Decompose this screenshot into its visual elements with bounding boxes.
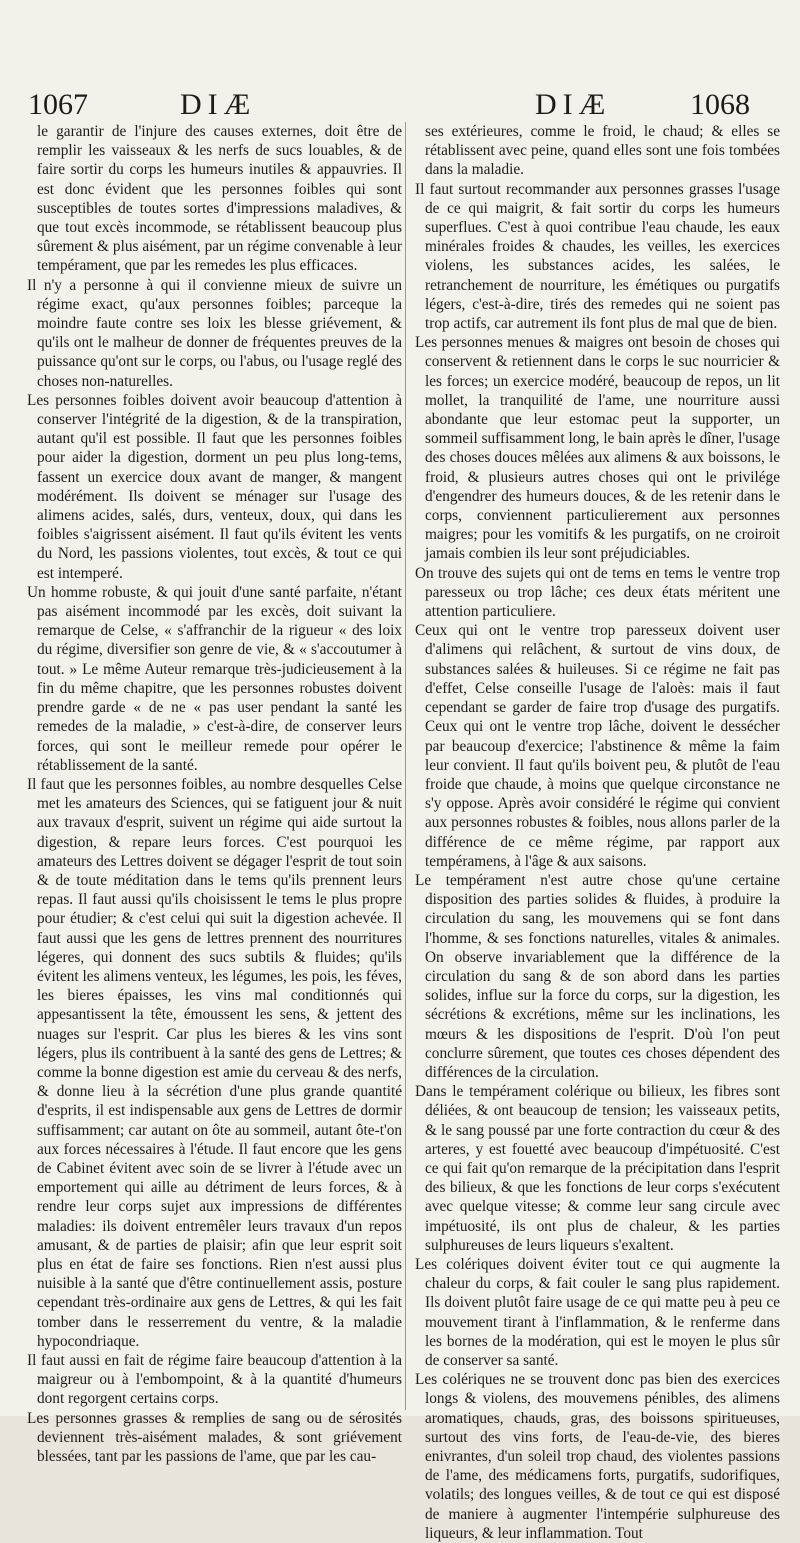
right-page-number: 1068 bbox=[690, 88, 750, 121]
paragraph: Les personnes grasses & remplies de sang ou de sérosités deviennent très-aisément malades, & sont griévement blessées, tant par les passions de l'ame, que par les cau- bbox=[27, 1409, 402, 1466]
right-column bbox=[415, 122, 780, 1542]
left-column bbox=[27, 122, 402, 1466]
left-page-number: 1067 bbox=[28, 88, 88, 121]
paragraph: ses extérieures, comme le froid, le chaud; & elles se rétablissent avec peine, quand elles sont une fois tombées dans la maladie. bbox=[425, 123, 780, 179]
column-divider bbox=[405, 122, 406, 1410]
paragraph: Les colériques doivent éviter tout ce qui augmente la chaleur du corps, & fait couler le sang plus rapidement. Ils doivent plutôt faire usage de ce qui matte peu à peu ce mouvement tirant à l'inflammation, & le renferme dans les bornes de la modération, qui est le moyen le plus sûr de conserver sa santé. bbox=[415, 1255, 780, 1369]
paragraph: Dans le tempérament colérique ou bilieux, les fibres sont déliées, & ont beaucoup de tension; les vaisseaux petits, & le sang poussé par une forte contraction du cœur & des arteres, y est fouetté avec beaucoup d'impétuosité. C'est ce qui fait qu'on remarque de la précipitation dans l'esprit des bilieux, & que les fonctions de leur corps s'exécutent avec quelque vitesse; & comme leur sang circule avec impétuosité, ils ont plus de chaleur, & les parties sulphureuses de leurs liqueurs s'exaltent. bbox=[415, 1083, 780, 1254]
paragraph: Il n'y a personne à qui il convienne mieux de suivre un régime exact, qu'aux personnes foibles; parceque la moindre faute contre ses loix les blesse griévement, & qu'ils ont le malheur de donner de fréquentes preuves de la puissance qu'ont sur le corps, ou l'abus, ou l'usage reglé des choses non-naturelles. bbox=[27, 276, 402, 390]
left-running-head: DIÆ bbox=[180, 88, 257, 121]
paragraph: Les colériques ne se trouvent donc pas bien des exercices longs & violens, des mouvemens pénibles, des alimens aromatiques, chauds, gras, des boissons spiritueuses, surtout des vins forts, de l'eau-de-vie, des bieres enivrantes, d'un soleil trop chaud, des violentes passions de l'ame, des médicamens forts, purgatifs, sudorifiques, volatils; des longues veilles, & de tout ce qui est disposé de maniere à augmenter l'intempérie sulphureuse des liqueurs, & leur inflammation. Tout bbox=[415, 1371, 780, 1542]
paragraph: Les personnes menues & maigres ont besoin de choses qui conservent & retiennent dans le corps le suc nourricier & les forces; un exercice modéré, beaucoup de repos, un lit mollet, la tranquilité de l'ame, une nourriture aussi abondante que leur estomac peut la supporter, un sommeil suffisamment long, le bain après le dîner, l'usage des choses douces mêlées aux alimens & aux boissons, le froid, & plusieurs autres choses qui ont le privilége d'engendrer des humeurs douces, & de les retenir dans le corps, conviennent particulierement aux personnes maigres; pour les vomitifs & les purgatifs, on ne croiroit jamais combien ils leur sont préjudiciables. bbox=[415, 334, 780, 563]
paragraph: Le tempérament n'est autre chose qu'une certaine disposition des parties solides & fluides, à produire la circulation du sang, les mouvemens qui se font dans l'homme, & ses fonctions naturelles, vitales & animales. On observe invariablement que la différence de la circulation du sang & de son abord dans les parties solides, influe sur la force du corps, sur la digestion, les sécrétions & excrétions, même sur les inclinations, les mœurs & les dispositions de l'esprit. D'où l'on peut conclurre sûrement, que toutes ces choses dépendent des différences de la circulation. bbox=[415, 871, 780, 1081]
paragraph: le garantir de l'injure des causes externes, doit être de remplir les vaisseaux & les nerfs de sucs louables, & de faire sortir du corps les humeurs inutiles & appauvries. Il est donc évident que les personnes foibles qui sont susceptibles de toutes sortes d'impressions maladives, & que tout excès incommode, se rétablissent beaucoup plus sûrement & plus aisément, par un régime convenable à leur tempérament, que par les remedes les plus efficaces. bbox=[37, 123, 402, 275]
paragraph: Ceux qui ont le ventre trop paresseux doivent user d'alimens qui relâchent, & surtout de vins doux, de substances salées & huileuses. Si ce régime ne fait pas d'effet, Celse conseille l'usage de l'aloès: mais il faut cependant se garder de faire trop d'usage des purgatifs. Ceux qui ont le ventre trop lâche, doivent le dessécher par beaucoup d'exercice; l'abstinence & même la faim leur convient. Il faut qu'ils boivent peu, & plutôt de l'eau froide que chaude, à moins que quelque circonstance ne s'y oppose. Après avoir considéré le régime qui convient aux personnes robustes & foibles, nous allons parler de la différence de ce même régime, par rapport aux tempéramens, à l'âge & aux saisons. bbox=[415, 622, 780, 870]
paragraph: Il faut aussi en fait de régime faire beaucoup d'attention à la maigreur ou à l'embompoint, & à la quantité d'humeurs dont regorgent certains corps. bbox=[27, 1352, 402, 1408]
right-running-head: DIÆ bbox=[535, 88, 612, 121]
paragraph: On trouve des sujets qui ont de tems en tems le ventre trop paresseux ou trop lâche; ces deux états méritent une attention particuliere. bbox=[415, 564, 780, 621]
paragraph: Les personnes foibles doivent avoir beaucoup d'attention à conserver l'intégrité de la digestion, & de la transpiration, autant qu'il est possible. Il faut que les personnes foibles pour aider la digestion, dorment un peu plus long-tems, fassent un exercice doux avant de manger, & mangent modérément. Ils doivent se ménager sur l'usage des alimens acides, salés, durs, venteux, doux, qui dans les foibles s'aigrissent aisément. Il faut qu'ils évitent les vents du Nord, les passions violentes, tout excès, & tout ce qui est intemperé. bbox=[27, 391, 402, 582]
paragraph: Il faut surtout recommander aux personnes grasses l'usage de ce qui maigrit, & fait sortir du corps les humeurs superflues. C'est à quoi contribue l'eau chaude, les eaux minérales froides & chaudes, les veilles, les exercices violens, les substances acides, les salées, le retranchement de nourriture, les émétiques ou purgatifs légers, c'est-à-dire, tirés des remedes qui ne soient pas trop actifs, car autrement ils font plus de mal que de bien. bbox=[415, 180, 780, 333]
paragraph: Il faut que les personnes foibles, au nombre desquelles Celse met les amateurs des Sciences, qui se fatiguent jour & nuit aux travaux d'esprit, suivent un régime qui aide surtout la digestion, & repare leurs forces. C'est pourquoi les amateurs des Lettres doivent se dégager l'esprit de tout soin & de toute méditation dans le tems qu'ils prennent leurs repas. Il faut aussi qu'ils choisissent le tems le plus propre pour étudier; & c'est celui qui suit la digestion achevée. Il faut aussi que les gens de lettres prennent des nourritures légeres, qui donnent des sucs subtils & fluides; qu'ils évitent les alimens venteux, les légumes, les pois, les féves, les bieres épaisses, les vins mal conditionnés qui appesantissent la tête, émoussent les sens, & jettent des nuages sur l'esprit. Car plus les bieres & les vins sont légers, plus ils contribuent à la santé des gens de Lettres; & comme la bonne digestion est amie du cerveau & des nerfs, & donne lieu à la sécrétion d'une plus grande quantité d'esprits, il est indispensable aux gens de Lettres de dormir suffisamment; car autant on ôte au sommeil, autant ôte-t'on aux forces nécessaires à l'étude. Il faut encore que les gens de Cabinet évitent avec soin de se livrer à l'étude avec un emportement qui aille au détriment de leurs forces, & à rendre leur corps sujet aux impressions de différentes maladies: ils doivent entremêler leurs travaux d'un repos amusant, & de parties de plaisir; afin que leur esprit soit plus en état de faire ses fonctions. Rien n'est aussi plus nuisible à la santé que d'être continuellement assis, posture cependant très-ordinaire aux gens de Lettres, & qui les fait tomber dans le resserrement du ventre, & la maladie hypocondriaque. bbox=[27, 775, 402, 1350]
paragraph: Un homme robuste, & qui jouit d'une santé parfaite, n'étant pas aisément incommodé par les excès, doit suivant la remarque de Celse, « s'affranchir de la rigueur « des loix du régime, diversifier son genre de vie, & « s'accoutumer à tout. » Le même Auteur remarque très-judicieusement à la fin du même chapitre, que les personnes robustes doivent prendre garde « de ne « pas user pendant la santé les remedes de la maladie, » c'est-à-dire, de conserver leurs forces, qui sont le meilleur remede pour opérer le rétablissement de la santé. bbox=[27, 583, 402, 774]
